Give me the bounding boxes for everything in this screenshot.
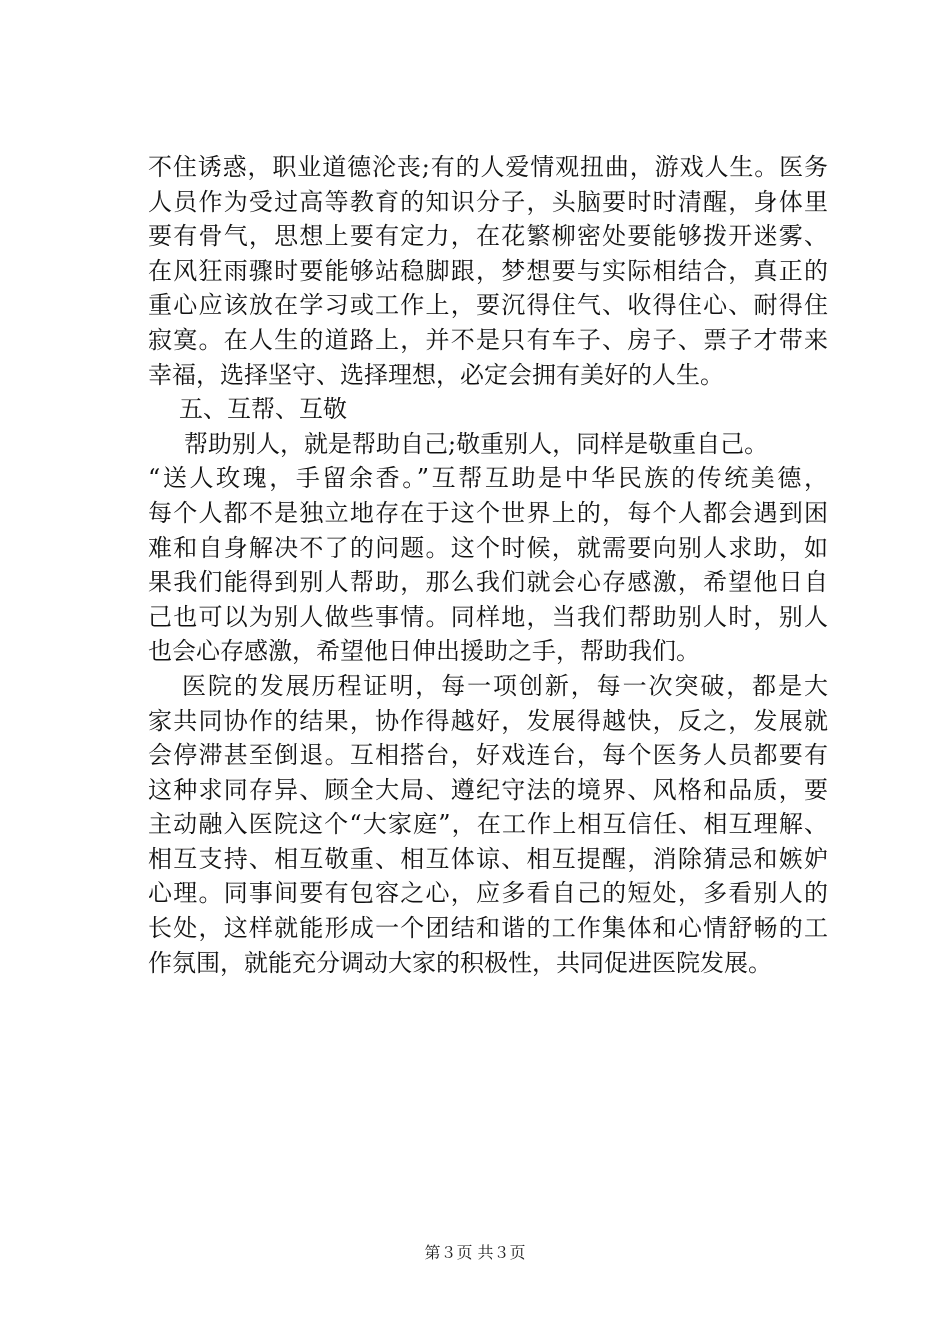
text-line: 每个人都不是独立地存在于这个世界上的，每个人都会遇到困: [148, 498, 828, 527]
text-line: 长处，这样就能形成一个团结和谐的工作集体和心情舒畅的工: [148, 914, 828, 943]
text-line: 难和自身解决不了的问题。这个时候，就需要向别人求助，如: [148, 533, 828, 562]
text-line: 要有骨气，思想上要有定力，在花繁柳密处要能够拨开迷雾、: [148, 222, 828, 251]
text-line: 帮助别人，就是帮助自己;敬重别人，同样是敬重自己。: [184, 429, 769, 458]
body-text: [148, 150, 828, 980]
text-line: 寂寞。在人生的道路上，并不是只有车子、房子、票子才带来: [148, 325, 828, 354]
text-line: 也会心存感激，希望他日伸出援助之手，帮助我们。: [148, 637, 700, 666]
section-heading: 五、互帮、互敬: [179, 395, 347, 424]
text-line: 家共同协作的结果，协作得越好，发展得越快，反之，发展就: [148, 706, 828, 735]
text-line: 作氛围，就能充分调动大家的积极性，共同促进医院发展。: [148, 948, 772, 977]
text-line: 幸福，选择坚守、选择理想，必定会拥有美好的人生。: [148, 360, 724, 389]
text-line: 人员作为受过高等教育的知识分子，头脑要时时清醒，身体里: [148, 187, 828, 216]
text-line: 己也可以为别人做些事情。同样地，当我们帮助别人时，别人: [148, 602, 828, 631]
text-line: 医院的发展历程证明，每一项创新，每一次突破，都是大: [182, 671, 828, 700]
text-line: 果我们能得到别人帮助，那么我们就会心存感激，希望他日自: [148, 568, 828, 597]
page-number-footer: 第３页 共３页: [424, 1243, 526, 1262]
text-line: “送人玫瑰，手留余香。”互帮互助是中华民族的传统美德，: [148, 464, 828, 493]
text-line: 主动融入医院这个“大家庭”，在工作上相互信任、相互理解、: [148, 810, 828, 839]
text-line: 在风狂雨骤时要能够站稳脚跟，梦想要与实际相结合，真正的: [148, 256, 828, 285]
text-line: 心理。同事间要有包容之心，应多看自己的短处，多看别人的: [148, 879, 828, 908]
text-line: 相互支持、相互敬重、相互体谅、相互提醒，消除猜忌和嫉妒: [148, 844, 828, 873]
text-line: 这种求同存异、顾全大局、遵纪守法的境界、风格和品质，要: [148, 775, 828, 804]
text-line: 不住诱惑，职业道德沦丧;有的人爱情观扭曲，游戏人生。医务: [148, 153, 828, 181]
text-line: 重心应该放在学习或工作上，要沉得住气、收得住心、耐得住: [148, 291, 828, 320]
text-line: 会停滞甚至倒退。互相搭台，好戏连台，每个医务人员都要有: [148, 741, 828, 770]
